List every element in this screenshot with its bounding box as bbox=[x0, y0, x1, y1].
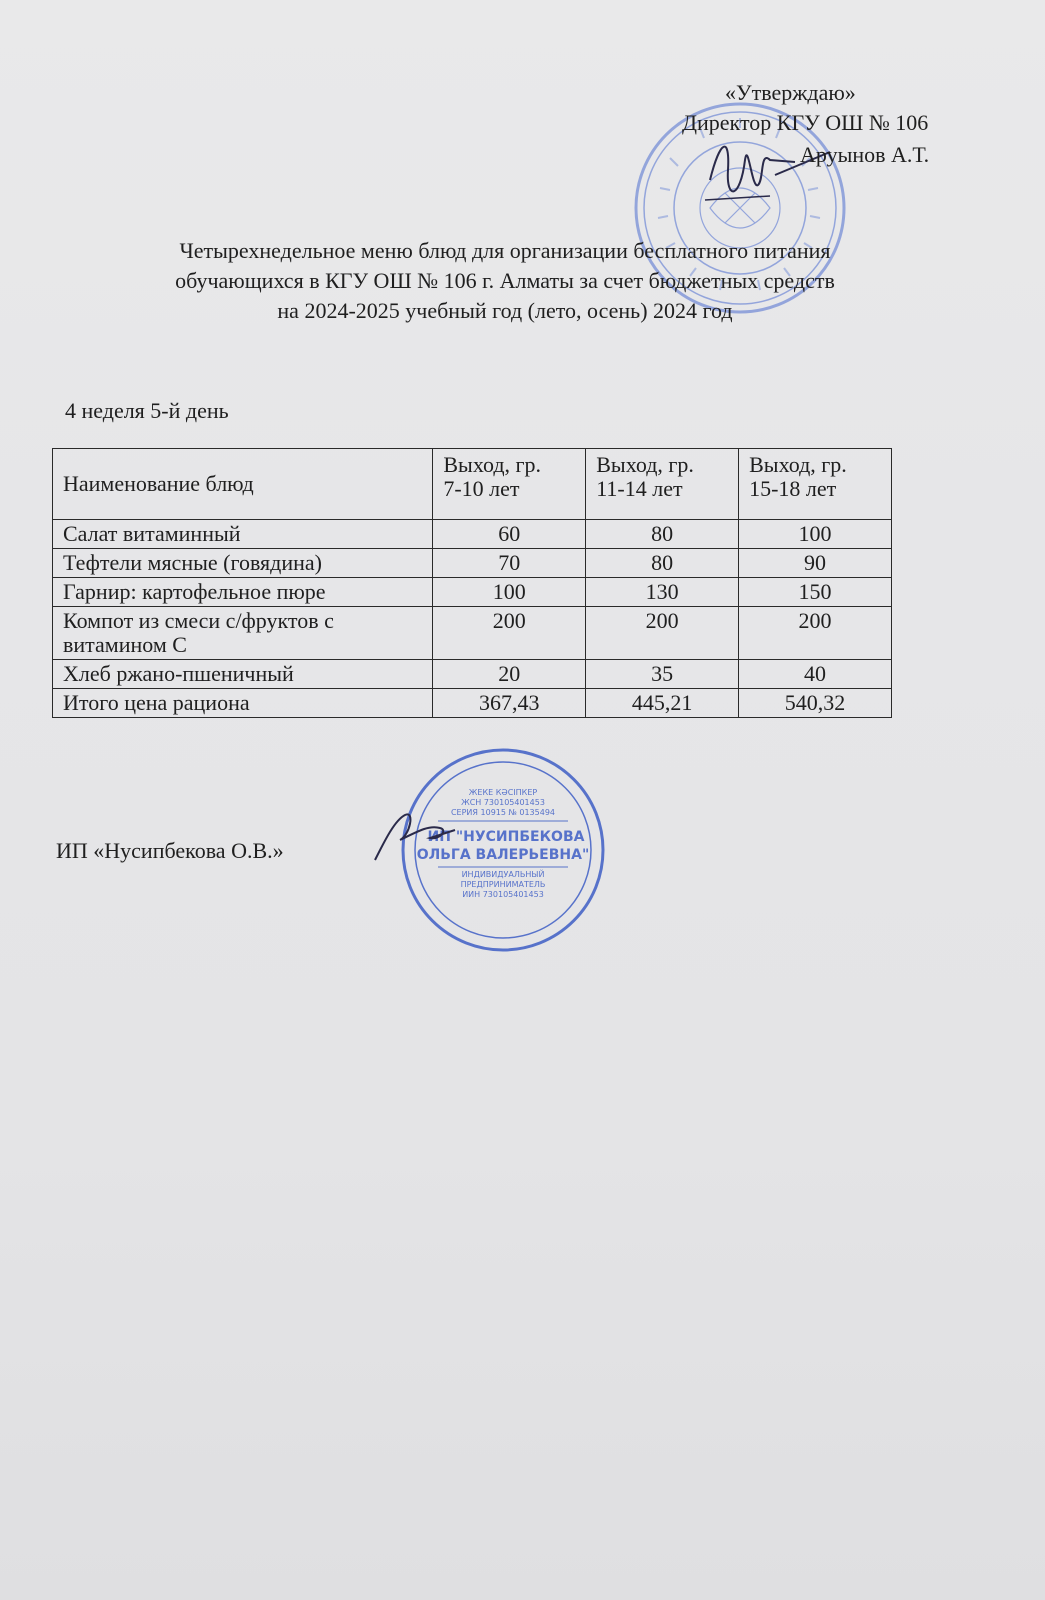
header-yield-label: Выход, гр. bbox=[596, 452, 694, 477]
document-title bbox=[40, 236, 970, 326]
table-row bbox=[53, 578, 892, 607]
approval-position: Директор КГУ ОШ № 106 bbox=[682, 110, 929, 135]
header-yield-label: Выход, гр. bbox=[443, 452, 542, 477]
yield-7-10: 100 bbox=[433, 578, 586, 607]
dish-name: Тефтели мясные (говядина) bbox=[53, 549, 433, 578]
header-dish-name: Наименование блюд bbox=[53, 449, 433, 520]
table-header-row bbox=[53, 449, 892, 520]
table-row bbox=[53, 520, 892, 549]
yield-15-18: 40 bbox=[739, 660, 892, 689]
signer-name: ИП «Нусипбекова О.В.» bbox=[56, 838, 284, 863]
yield-15-18: 90 bbox=[739, 549, 892, 578]
yield-7-10: 60 bbox=[433, 520, 586, 549]
dish-name: Гарнир: картофельное пюре bbox=[53, 578, 433, 607]
approval-name: Аруынов А.Т. bbox=[800, 142, 930, 167]
stamp-line-3: СЕРИЯ 10915 № 0135494 bbox=[450, 808, 556, 817]
yield-11-14: 200 bbox=[586, 607, 739, 660]
yield-11-14: 80 bbox=[586, 549, 739, 578]
header-age-range: 11-14 лет bbox=[596, 476, 683, 501]
dish-name: Салат витаминный bbox=[53, 520, 433, 549]
table-row bbox=[53, 660, 892, 689]
stamp-line-6: ИНДИВИДУАЛЬНЫЙ bbox=[461, 870, 545, 879]
title-line-2: обучающихся в КГУ ОШ № 106 г. Алматы за счет бюджетных средств bbox=[175, 268, 835, 293]
title-line-1: Четырехнедельное меню блюд для организации бесплатного питания bbox=[179, 238, 831, 263]
stamp-line-8: ИИН 730105401453 bbox=[462, 890, 544, 899]
header-age-range: 15-18 лет bbox=[749, 476, 837, 501]
menu-table bbox=[52, 448, 892, 718]
header-yield-7-10 bbox=[433, 449, 586, 520]
table-row bbox=[53, 549, 892, 578]
stamp-line-2: ЖСН 730105401453 bbox=[461, 798, 545, 807]
yield-15-18: 150 bbox=[739, 578, 892, 607]
stamp-line-5: ОЛЬГА ВАЛЕРЬЕВНА" bbox=[416, 847, 590, 863]
stamp-line-7: ПРЕДПРИНИМАТЕЛЬ bbox=[460, 880, 546, 889]
dish-name: Хлеб ржано-пшеничный bbox=[53, 660, 433, 689]
header-age-range: 7-10 лет bbox=[443, 476, 520, 501]
yield-15-18: 200 bbox=[739, 607, 892, 660]
yield-11-14: 130 bbox=[586, 578, 739, 607]
yield-7-10: 200 bbox=[433, 607, 586, 660]
yield-15-18: 100 bbox=[739, 520, 892, 549]
total-price-11-14: 445,21 bbox=[586, 689, 739, 718]
stamp-line-4: ИП "НУСИПБЕКОВА bbox=[427, 829, 585, 845]
entrepreneur-signature bbox=[370, 800, 460, 870]
table-row bbox=[53, 607, 892, 660]
stamp-line-1: ЖЕКЕ КӘСІПКЕР bbox=[468, 788, 538, 797]
dish-name: Компот из смеси с/фруктов с витамином С bbox=[53, 607, 433, 660]
week-day-label: 4 неделя 5-й день bbox=[65, 398, 229, 423]
yield-7-10: 20 bbox=[433, 660, 586, 689]
yield-11-14: 35 bbox=[586, 660, 739, 689]
approval-heading: «Утверждаю» bbox=[725, 80, 856, 105]
total-price-7-10: 367,43 bbox=[433, 689, 586, 718]
title-line-3: на 2024-2025 учебный год (лето, осень) 2024 год bbox=[277, 298, 733, 323]
total-price-15-18: 540,32 bbox=[739, 689, 892, 718]
header-yield-label: Выход, гр. bbox=[749, 452, 847, 477]
total-label: Итого цена рациона bbox=[53, 689, 433, 718]
yield-7-10: 70 bbox=[433, 549, 586, 578]
table-total-row bbox=[53, 689, 892, 718]
yield-11-14: 80 bbox=[586, 520, 739, 549]
header-yield-11-14 bbox=[586, 449, 739, 520]
header-yield-15-18 bbox=[739, 449, 892, 520]
